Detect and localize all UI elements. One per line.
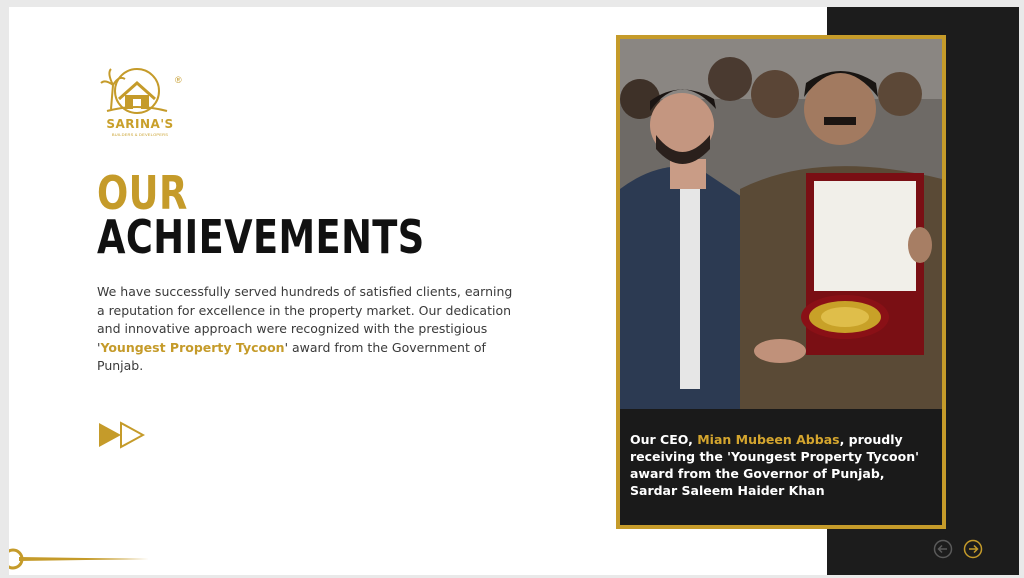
- heading-line-2: ACHIEVEMENTS: [97, 210, 425, 264]
- heading-line-1: OUR: [97, 166, 188, 220]
- caption-suffix: , proudly receiving the 'Youngest Property Tycoon' award from the Governor of Punjab, Sardar Saleem Haider Khan: [630, 432, 919, 498]
- arrow-left-circle-icon[interactable]: [933, 539, 953, 559]
- registered-mark: ®: [175, 75, 182, 85]
- slide: [9, 7, 1019, 575]
- description-text-start: We have successfully served hundreds of satisfied clients, earning a reputation for excellence in the property market. Our dedication and innovative approach were recognized with the prestigious ': [97, 284, 513, 355]
- logo-brand-name: SARINA'S: [106, 117, 174, 131]
- description-text-end: ' award from the Government of Punjab.: [97, 339, 486, 373]
- award-highlight: Youngest Property Tycoon: [100, 339, 285, 355]
- double-play-icon[interactable]: [97, 421, 145, 449]
- photo-caption: [630, 431, 930, 499]
- logo-tagline: BUILDERS & DEVELOPERS: [111, 132, 169, 137]
- decorative-line-icon: [9, 547, 159, 571]
- company-logo: [97, 65, 187, 145]
- caption-prefix: Our CEO,: [630, 432, 698, 447]
- achievements-description: [97, 283, 517, 376]
- award-photo-card: [616, 35, 946, 529]
- ceo-name: Mian Mubeen Abbas: [697, 432, 840, 447]
- arrow-right-circle-icon[interactable]: [963, 539, 983, 559]
- award-ceremony-photo: [620, 39, 942, 409]
- house-palm-logo-icon: [97, 65, 187, 117]
